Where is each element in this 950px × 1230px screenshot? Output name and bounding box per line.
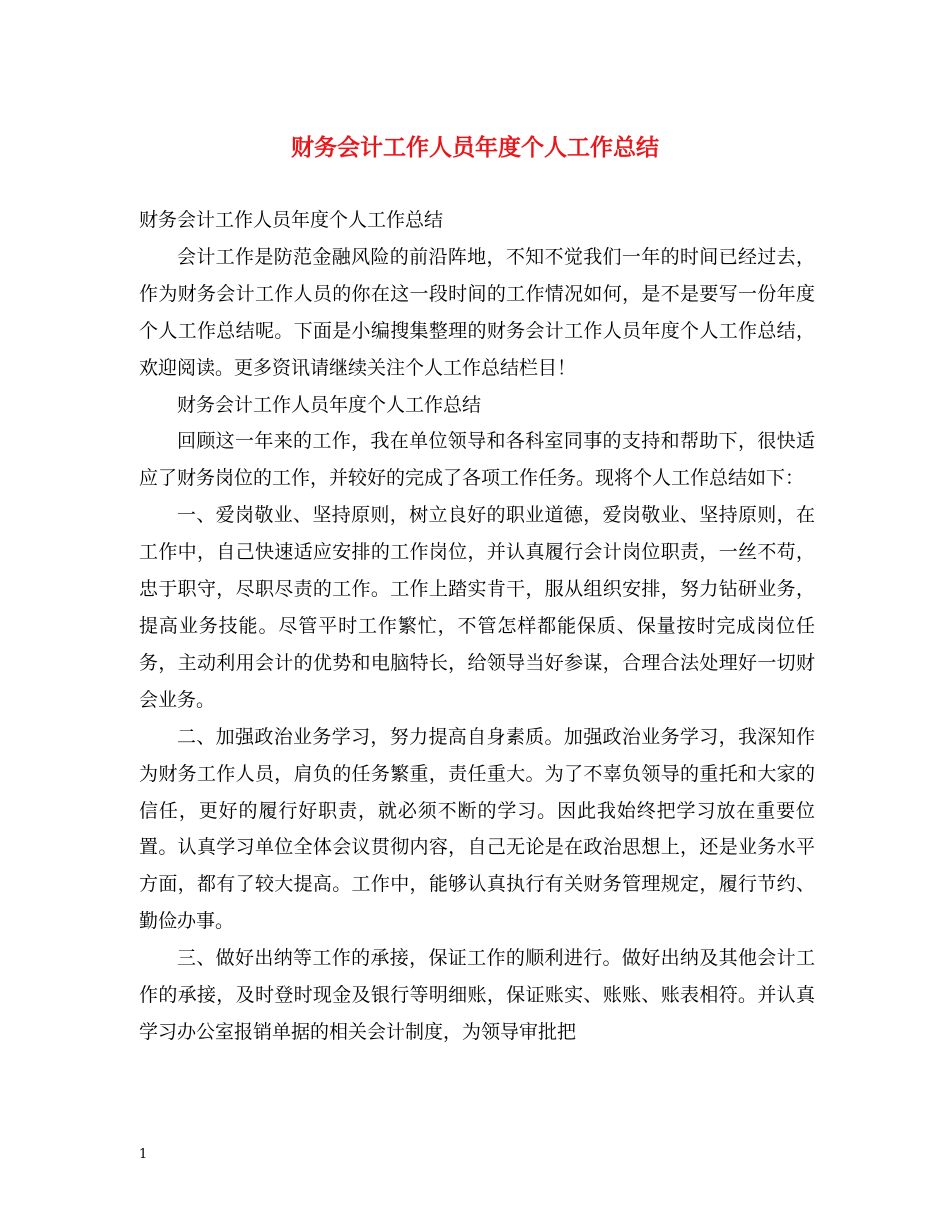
paragraph-section-two: 二、加强政治业务学习，努力提高自身素质。加强政治业务学习，我深知作为财务工作人员，肩负的任务繁重，责任重大。为了不辜负领导的重托和大家的信任，更好的履行好职责，就必须不断的学习。因此我始终把学习放在重要位置。认真学习单位全体会议贯彻内容，自己无论是在政治思想上，还是业务水平方面，都有了较大提高。工作中，能够认真执行有关财务管理规定，履行节约、勤俭办事。 <box>139 725 815 933</box>
paragraph-review: 回顾这一年来的工作，我在单位领导和各科室同事的支持和帮助下，很快适应了财务岗位的工作，并较好的完成了各项工作任务。现将个人工作总结如下： <box>139 430 815 490</box>
document-body <box>139 202 815 1051</box>
document-subtitle: 财务会计工作人员年度个人工作总结 <box>139 209 444 231</box>
paragraph-section-one: 一、爱岗敬业、坚持原则，树立良好的职业道德，爱岗敬业、坚持原则，在工作中，自己快速适应安排的工作岗位，并认真履行会计岗位职责，一丝不苟，忠于职守，尽职尽责的工作。工作上踏实肯干，服从组织安排，努力钻研业务，提高业务技能。尽管平时工作繁忙，不管怎样都能保质、保量按时完成岗位任务，主动利用会计的优势和电脑特长，给领导当好参谋，合理合法处理好一切财会业务。 <box>139 504 815 711</box>
paragraph-heading: 财务会计工作人员年度个人工作总结 <box>177 393 482 416</box>
paragraph-intro: 会计工作是防范金融风险的前沿阵地，不知不觉我们一年的时间已经过去，作为财务会计工作人员的你在这一段时间的工作情况如何，是不是要写一份年度个人工作总结呢。下面是小编搜集整理的财务会计工作人员年度个人工作总结，欢迎阅读。更多资讯请继续关注个人工作总结栏目！ <box>139 245 815 379</box>
page-number: 1 <box>139 1147 148 1162</box>
document-title: 财务会计工作人员年度个人工作总结 <box>291 134 659 161</box>
paragraph-section-three: 三、做好出纳等工作的承接，保证工作的顺利进行。做好出纳及其他会计工作的承接，及时登时现金及银行等明细账，保证账实、账账、账表相符。并认真学习办公室报销单据的相关会计制度，为领导审批把 <box>139 947 815 1043</box>
